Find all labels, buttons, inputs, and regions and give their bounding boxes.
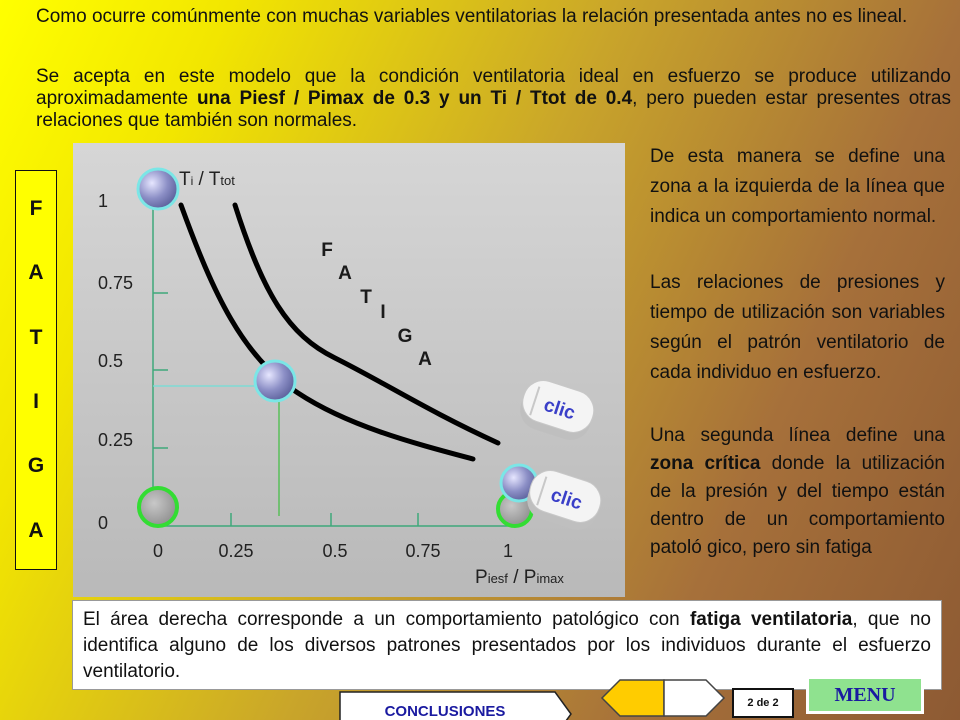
bottom-text-bold: fatiga ventilatoria — [689, 609, 853, 630]
critical-text-a: Una segunda línea define una — [650, 425, 945, 446]
menu-button[interactable]: MENU — [806, 676, 924, 714]
fatiga-side-label — [15, 170, 57, 570]
x-tick-label: 0 — [152, 541, 164, 561]
conclusiones-button[interactable] — [335, 690, 575, 720]
fatiga-diagonal-letter: T — [360, 287, 372, 308]
origin-marker-ball[interactable] — [139, 488, 177, 526]
bottom-text-a: El área derecha corresponde a un comportamiento patológico con — [83, 609, 690, 630]
model-paragraph — [36, 66, 951, 132]
x-tick-label: 0.75 — [405, 541, 441, 561]
normal-zone-text: De esta manera se define una zona a la izquierda de la línea que indica un comportamiento normal. — [650, 146, 945, 227]
y-tick-label: 0.25 — [98, 430, 134, 450]
x-tick-label: 1 — [502, 541, 514, 561]
fatigue-diagram — [73, 143, 625, 597]
fatiga-letter: G — [27, 454, 45, 478]
y-tick-label: 0 — [98, 513, 109, 533]
page-indicator: 2 de 2 — [732, 688, 794, 718]
fatiga-letter: A — [28, 261, 44, 285]
clic-label: clic — [541, 394, 578, 425]
fatiga-diagonal-letter: G — [397, 326, 413, 347]
fatiga-letter: F — [29, 197, 43, 221]
y-axis-label: Ti / Ttot — [179, 169, 235, 190]
model-text-c: , pero pueden estar presentes otras relaciones que también son normales. — [36, 88, 951, 131]
clic-button-1[interactable] — [515, 375, 599, 445]
prev-next-arrows[interactable] — [598, 676, 728, 720]
conclusiones-label: CONCLUSIONES — [384, 703, 506, 720]
bottom-text-c: , que no identifica alguno de los diversos patrones presentados por los individuos durante el esfuerzo ventilatorio. — [83, 609, 931, 682]
prev-arrow-button[interactable] — [602, 680, 664, 716]
intro-paragraph: Como ocurre comúnmente con muchas variables ventilatorias la relación presentada antes no es lineal. — [36, 6, 908, 27]
diagram-svg — [73, 143, 625, 597]
y-tick-label: 0.75 — [98, 273, 134, 293]
critical-zone-text — [650, 422, 945, 562]
x-tick-label: 0.25 — [218, 541, 254, 561]
model-text-a: Se acepta en este modelo que la condición ventilatoria ideal en esfuerzo se produce utilizando aproximadamente — [36, 66, 951, 109]
fatiga-diagonal-letter: A — [338, 263, 352, 284]
clic-label: clic — [548, 484, 585, 515]
fatiga-letter: I — [33, 390, 39, 414]
ideal-point-ball[interactable] — [255, 361, 295, 401]
fatigue-limit-curve — [235, 205, 498, 443]
y-tick-label: 1 — [98, 191, 109, 211]
top-marker-ball[interactable] — [138, 169, 178, 209]
y-tick-label: 0.5 — [98, 351, 124, 371]
model-text-bold: una Piesf / Pimax de 0.3 y un Ti / Ttot de 0.4 — [196, 88, 633, 109]
variability-text: Las relaciones de presiones y tiempo de utilización son variables según el patrón ventilatorio de cada individuo en esfuerzo. — [650, 272, 945, 383]
fatiga-letter: T — [29, 325, 43, 349]
x-axis-label: Piesf / Pimax — [475, 567, 564, 588]
next-arrow-button[interactable] — [664, 680, 724, 716]
critical-text-bold: zona crítica — [650, 453, 761, 474]
fatiga-diagonal-letter: F — [321, 240, 333, 261]
fatiga-diagonal-letter: I — [380, 302, 386, 323]
fatiga-letter: A — [28, 518, 44, 542]
critical-text-c: donde la utilización de la presión y del tiempo están dentro de un comportamiento patoló gico, pero sin fatiga — [650, 453, 945, 558]
fatiga-diagonal-letter: A — [418, 349, 432, 370]
x-tick-label: 0.5 — [322, 541, 348, 561]
